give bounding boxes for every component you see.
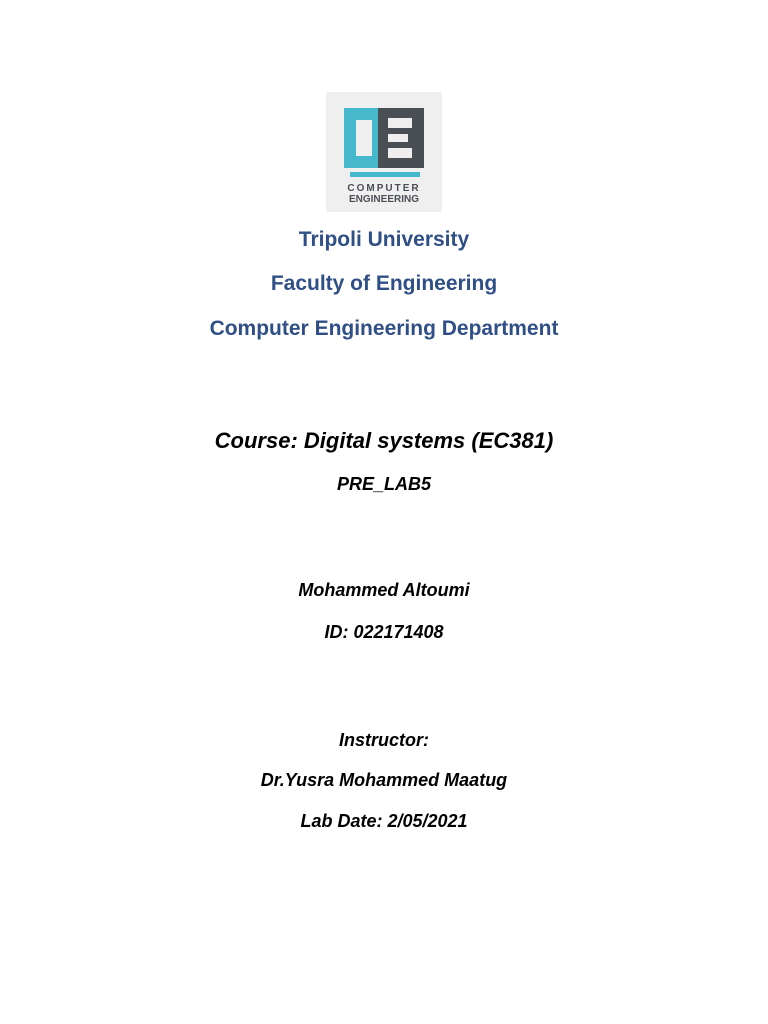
logo-bottom-text: ENGINEERING — [348, 194, 420, 205]
student-id: ID: 022171408 — [324, 622, 444, 642]
logo-e-shape — [378, 108, 424, 168]
logo-stand — [350, 172, 420, 177]
instructor-name: Dr.Yusra Mohammed Maatug — [260, 770, 508, 790]
student-name: Mohammed Altoumi — [298, 580, 470, 600]
computer-engineering-logo — [326, 92, 442, 212]
lab-date: Lab Date: 2/05/2021 — [300, 811, 468, 831]
instructor-label: Instructor: — [339, 730, 429, 750]
lab-title: PRE_LAB5 — [336, 474, 432, 494]
university-name: Tripoli University — [298, 228, 470, 251]
logo-c-shape — [344, 108, 380, 168]
faculty-name: Faculty of Engineering — [270, 272, 498, 295]
course-title: Course: Digital systems (EC381) — [214, 428, 554, 453]
logo-emblem — [326, 92, 442, 212]
department-name: Computer Engineering Department — [209, 317, 559, 340]
logo-top-text: COMPUTER — [347, 183, 421, 194]
